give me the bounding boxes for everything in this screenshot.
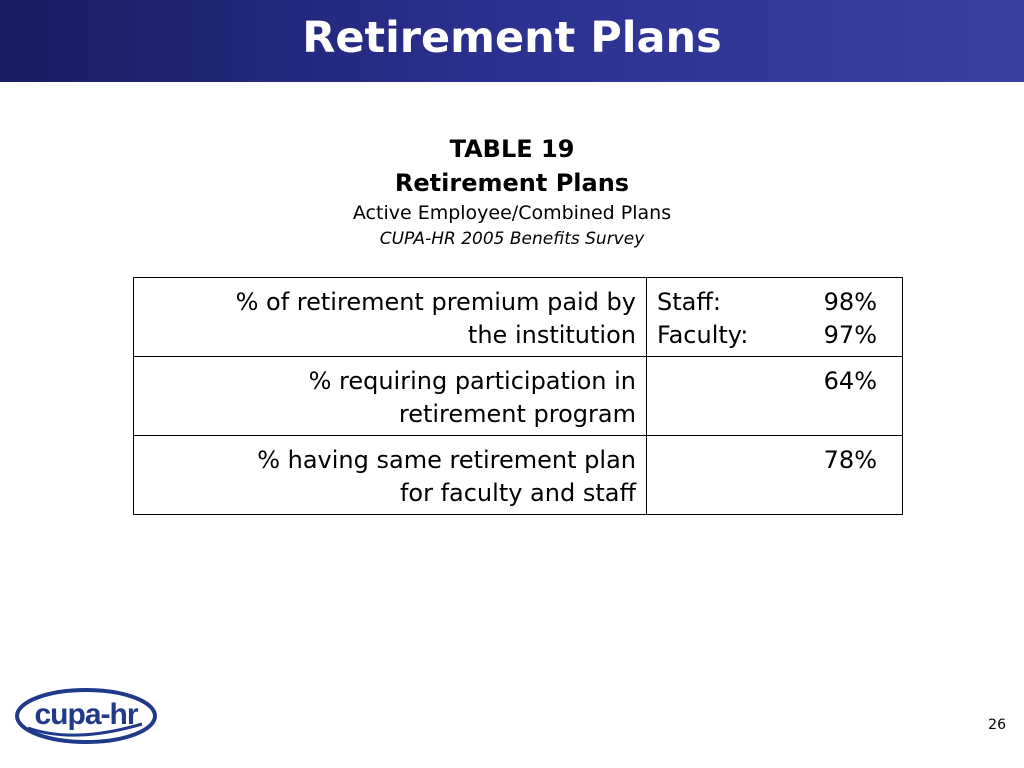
row-label-line: the institution — [467, 321, 636, 349]
table-title: Retirement Plans — [394, 169, 630, 197]
row-label — [134, 278, 647, 357]
row-label-line: % requiring participation in — [308, 367, 636, 395]
value-number: 64% — [823, 367, 877, 395]
cupa-hr-logo-icon — [14, 686, 158, 746]
value-number: 78% — [823, 446, 877, 474]
value-label: Staff: — [657, 288, 721, 316]
row-label — [134, 436, 647, 515]
table-row — [134, 278, 903, 357]
row-label-line: for faculty and staff — [399, 479, 636, 507]
cupa-hr-logo — [14, 686, 158, 746]
value-line-staff — [657, 286, 892, 319]
value-line — [657, 365, 892, 398]
row-values — [647, 436, 903, 515]
slide-title: Retirement Plans — [302, 13, 722, 63]
row-label-line: retirement program — [398, 400, 636, 428]
row-label-line: % of retirement premium paid by — [235, 288, 636, 316]
value-line-faculty — [657, 319, 892, 352]
row-label — [134, 357, 647, 436]
table-row — [134, 436, 903, 515]
row-values — [647, 357, 903, 436]
title-bar — [0, 0, 1024, 82]
value-line — [657, 444, 892, 477]
retirement-table — [133, 277, 903, 515]
table-source: CUPA-HR 2005 Benefits Survey — [379, 229, 645, 249]
table-row — [134, 357, 903, 436]
row-label-line: % having same retirement plan — [257, 446, 636, 474]
table-number: TABLE 19 — [449, 135, 575, 163]
table-subtitle: Active Employee/Combined Plans — [352, 202, 672, 224]
value-label: Faculty: — [657, 321, 749, 349]
page-number: 26 — [988, 717, 1006, 733]
table-header — [0, 132, 1024, 251]
value-number: 97% — [823, 321, 877, 349]
value-number: 98% — [823, 288, 877, 316]
row-values — [647, 278, 903, 357]
logo-text: cupa-hr — [34, 698, 138, 731]
